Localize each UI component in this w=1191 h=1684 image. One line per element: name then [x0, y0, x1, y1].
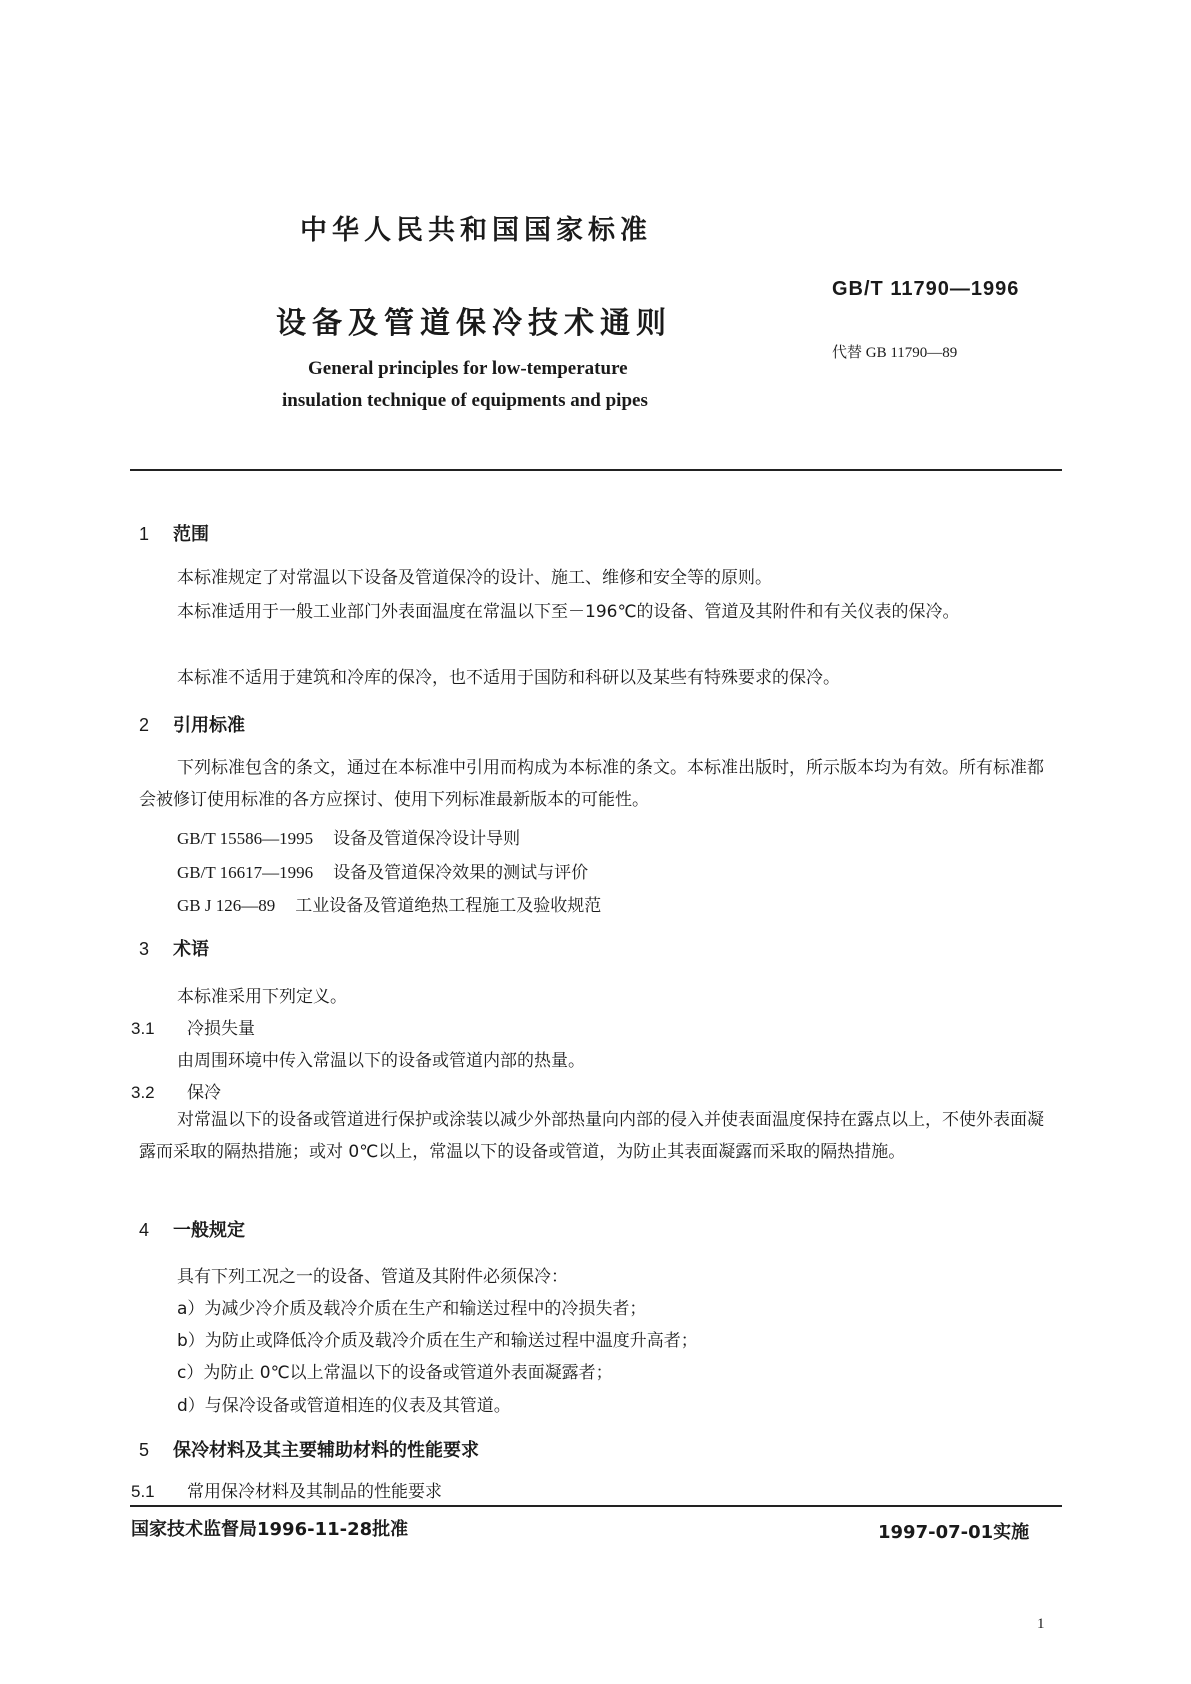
section-2-heading — [139, 711, 245, 737]
subsection-number: 3.1 — [131, 1019, 155, 1038]
list-item: a）为减少冷介质及载冷介质在生产和输送过程中的冷损失者； — [177, 1299, 647, 1319]
paragraph: 本标准采用下列定义。 — [177, 987, 347, 1007]
term-title: 冷损失量 — [187, 1019, 255, 1039]
subsection-title: 常用保冷材料及其制品的性能要求 — [187, 1482, 442, 1502]
section-number: 3 — [139, 939, 150, 959]
footer-divider — [130, 1505, 1062, 1507]
section-title: 范围 — [173, 524, 209, 545]
effective-date: 1997-07-01实施 — [878, 1522, 1030, 1543]
section-5-heading — [139, 1436, 479, 1462]
list-item: b）为防止或降低冷介质及载冷介质在生产和输送过程中温度升高者； — [177, 1331, 698, 1351]
replaces-note: 代替 GB 11790—89 — [832, 345, 958, 361]
section-1-heading — [139, 520, 209, 546]
reference-code: GB J 126—89 — [177, 896, 276, 915]
page-number: 1 — [1037, 1616, 1045, 1632]
paragraph: 本标准适用于一般工业部门外表面温度在常温以下至－196℃的设备、管道及其附件和有关仪表的保冷。 — [177, 602, 960, 622]
term-3-1-heading — [131, 1014, 255, 1039]
section-title: 一般规定 — [173, 1220, 245, 1241]
section-3-heading — [139, 935, 209, 961]
header-divider — [130, 469, 1062, 471]
reference-title: 工业设备及管道绝热工程施工及验收规范 — [295, 896, 602, 916]
standard-number: GB/T 11790—1996 — [832, 278, 1020, 300]
term-title: 保冷 — [187, 1083, 221, 1103]
document-title: 设备及管道保冷技术通则 — [276, 306, 672, 341]
term-3-2-heading — [131, 1078, 221, 1103]
section-number: 1 — [139, 524, 150, 544]
paragraph: 下列标准包含的条文，通过在本标准中引用而构成为本标准的条文。本标准出版时，所示版本均为有效。所有标准都会被修订使用标准的各方应探讨、使用下列标准最新版本的可能性。 — [139, 758, 1044, 810]
reference-item — [177, 858, 588, 883]
section-title: 术语 — [173, 939, 209, 960]
list-item: c）为防止 0℃以上常温以下的设备或管道外表面凝露者； — [177, 1363, 613, 1383]
subsection-5-1-heading — [131, 1477, 442, 1502]
reference-title: 设备及管道保冷效果的测试与评价 — [333, 863, 589, 883]
reference-item — [177, 891, 601, 916]
paragraph: 具有下列工况之一的设备、管道及其附件必须保冷： — [177, 1267, 568, 1287]
paragraph: 本标准不适用于建筑和冷库的保冷，也不适用于国防和科研以及某些有特殊要求的保冷。 — [177, 668, 840, 688]
section-number: 5 — [139, 1440, 150, 1460]
subsection-number: 3.2 — [131, 1083, 155, 1102]
reference-item — [177, 824, 520, 849]
reference-title: 设备及管道保冷设计导则 — [333, 829, 521, 849]
reference-code: GB/T 16617—1996 — [177, 863, 314, 882]
national-standard-heading: 中华人民共和国国家标准 — [300, 215, 652, 246]
english-title-line1: General principles for low-temperature — [308, 358, 628, 379]
section-number: 4 — [139, 1220, 150, 1240]
english-title-line2: insulation technique of equipments and pipes — [282, 390, 648, 411]
reference-code: GB/T 15586—1995 — [177, 829, 314, 848]
paragraph: 本标准规定了对常温以下设备及管道保冷的设计、施工、维修和安全等的原则。 — [177, 568, 772, 588]
approval-date: 国家技术监督局1996-11-28批准 — [131, 1519, 409, 1540]
section-title: 保冷材料及其主要辅助材料的性能要求 — [173, 1440, 479, 1461]
section-number: 2 — [139, 715, 150, 735]
term-definition: 由周围环境中传入常温以下的设备或管道内部的热量。 — [177, 1051, 585, 1071]
subsection-number: 5.1 — [131, 1482, 155, 1501]
list-item: d）与保冷设备或管道相连的仪表及其管道。 — [177, 1396, 511, 1416]
section-4-heading — [139, 1216, 245, 1242]
term-definition: 对常温以下的设备或管道进行保护或涂装以减少外部热量向内部的侵入并使表面温度保持在露点以上，不使外表面凝露而采取的隔热措施；或对 0℃以上，常温以下的设备或管道，为防止其表面凝露而采取的隔热措施。 — [139, 1110, 1044, 1162]
section-title: 引用标准 — [173, 715, 245, 736]
